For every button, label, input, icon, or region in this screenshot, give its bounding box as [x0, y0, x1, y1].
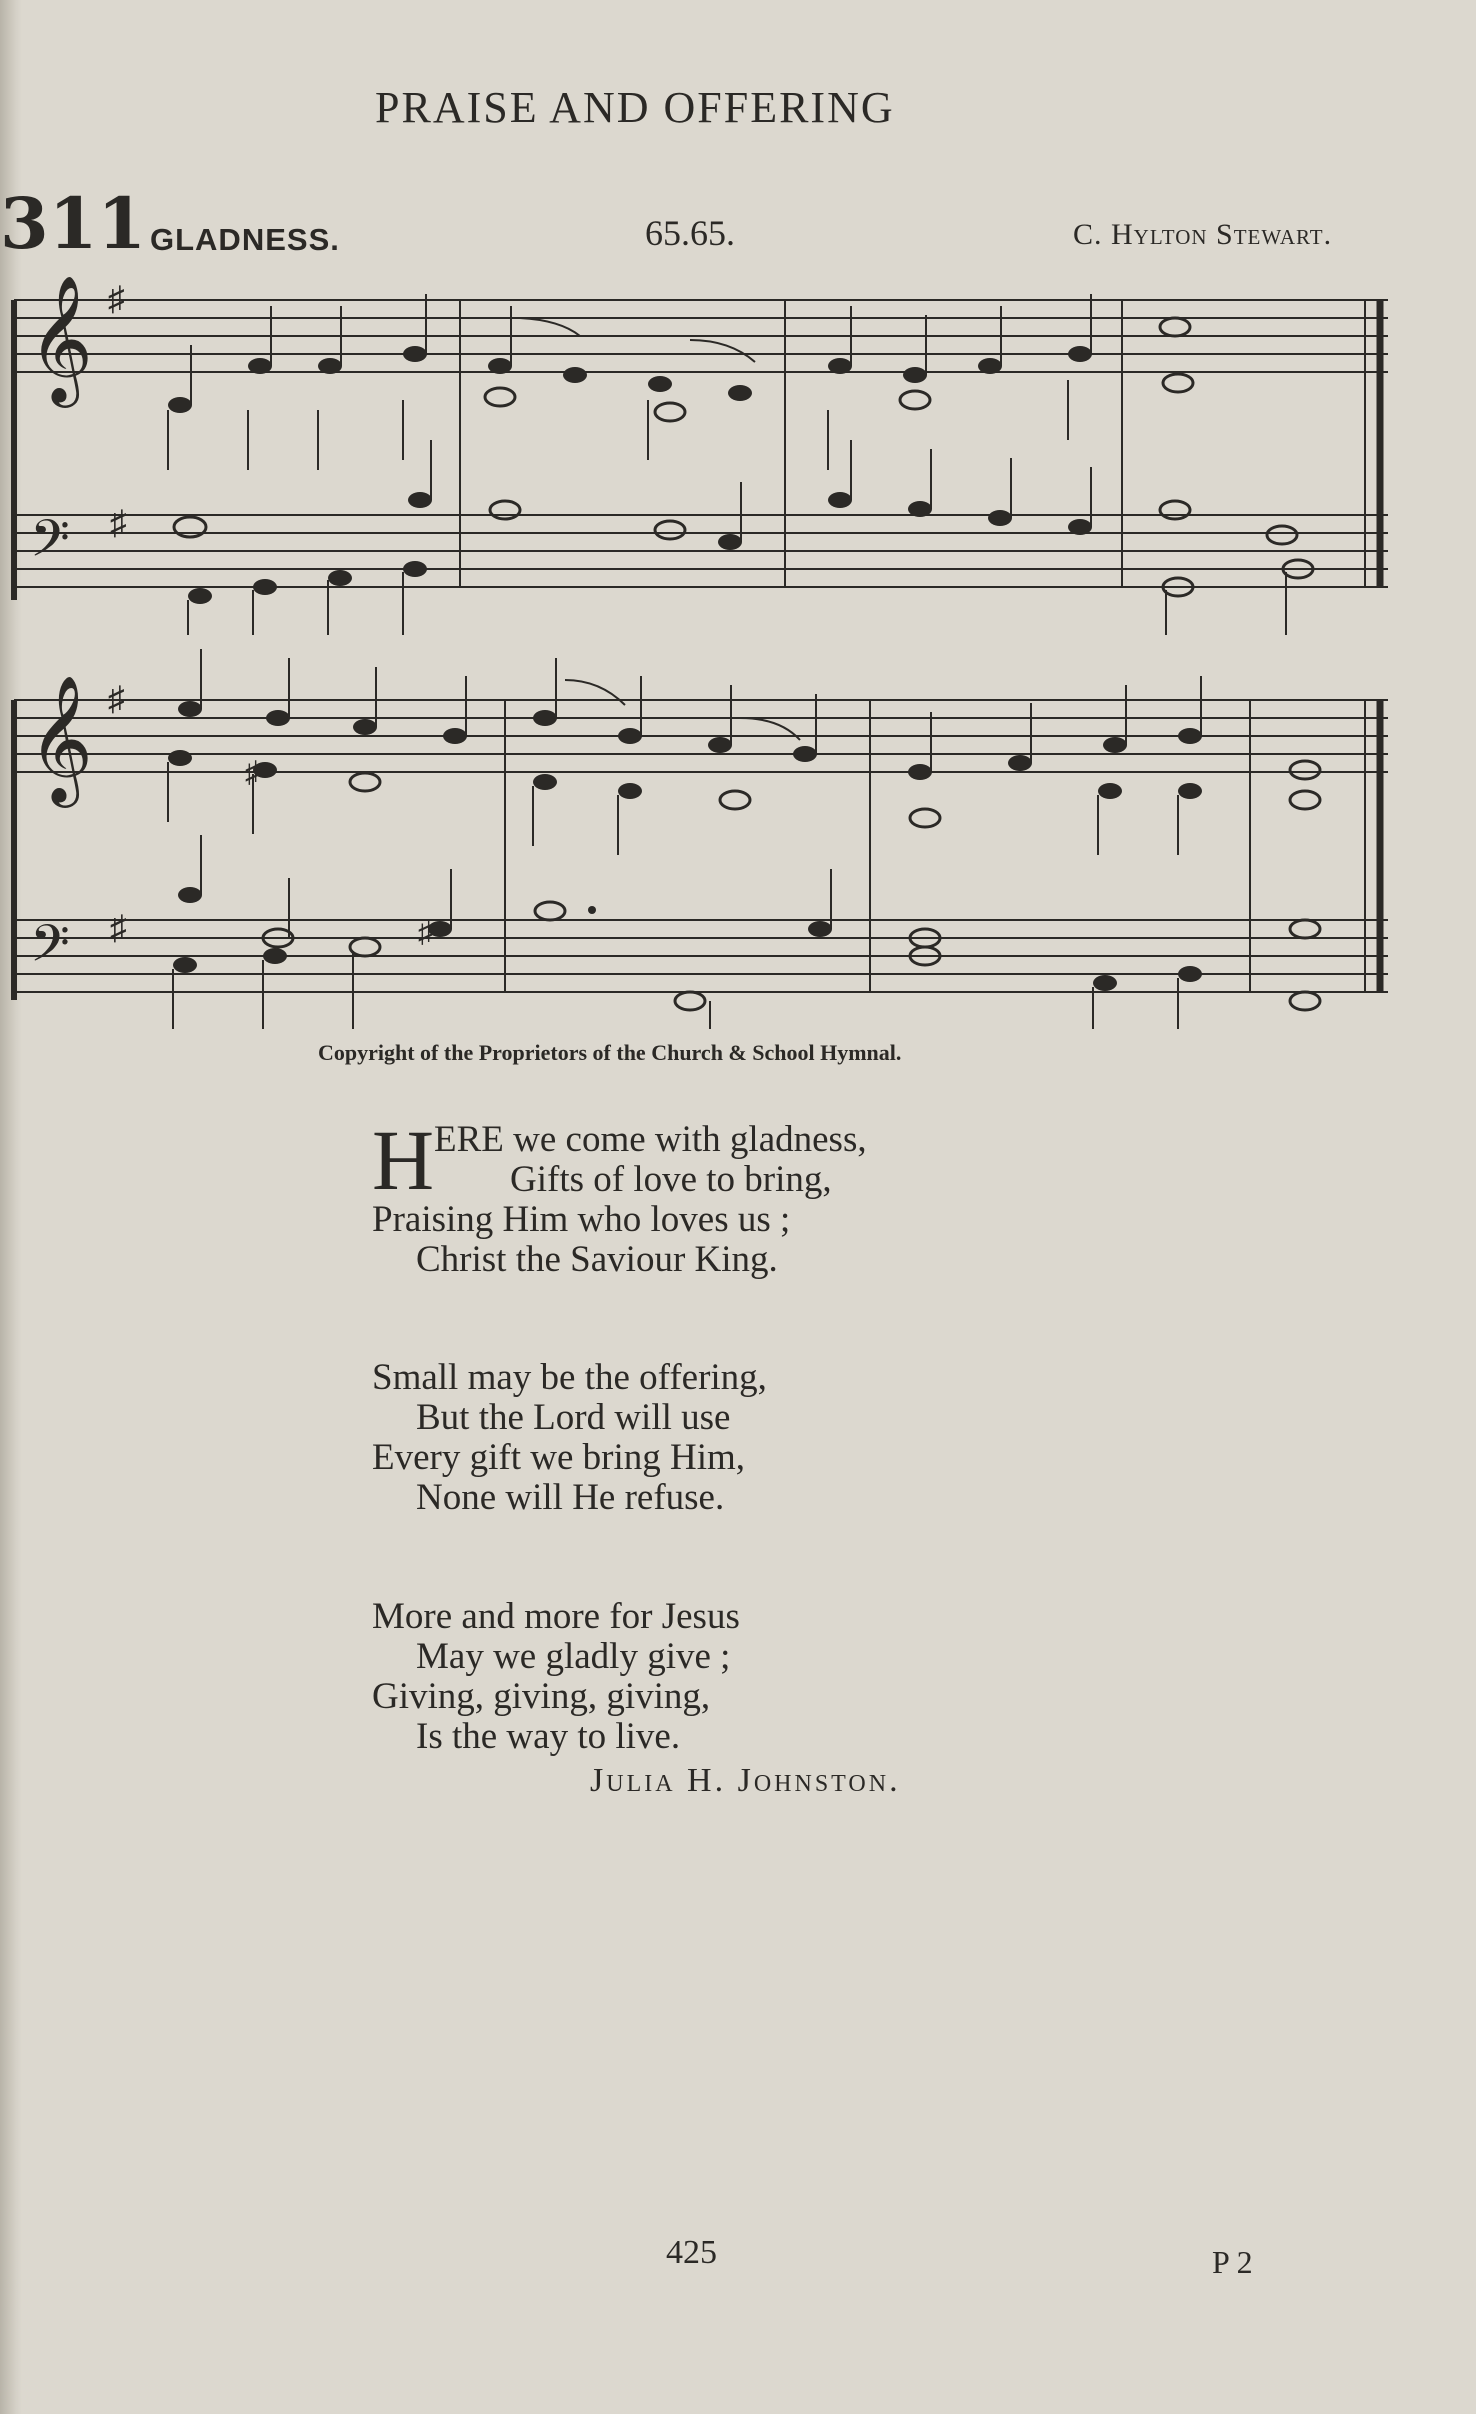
- svg-text:𝄞: 𝄞: [28, 274, 94, 402]
- copyright-notice: Copyright of the Proprietors of the Church & School Hymnal.: [318, 1040, 902, 1065]
- verse-line: May we gladly give ;: [416, 1636, 731, 1677]
- system-1: [14, 274, 1388, 635]
- signature-mark: P 2: [1212, 2244, 1253, 2280]
- svg-text:𝄢: 𝄢: [30, 913, 70, 986]
- svg-text:♯: ♯: [108, 281, 125, 318]
- running-head: PRAISE AND OFFERING: [375, 83, 895, 132]
- drop-cap: H: [372, 1112, 435, 1208]
- verse-1-first-lines: [372, 1112, 867, 1208]
- svg-text:♯: ♯: [108, 681, 125, 718]
- verse-3: [372, 1597, 740, 1757]
- bass-staff-1: [14, 515, 1388, 587]
- svg-text:𝄞: 𝄞: [28, 674, 94, 802]
- music-score: [0, 260, 1476, 1040]
- verse-line: Giving, giving, giving,: [372, 1676, 711, 1717]
- verse-line: ERE we come with gladness,: [434, 1119, 867, 1160]
- page-number: 425: [666, 2234, 717, 2271]
- meter: 65.65.: [645, 213, 735, 253]
- verse-1: [372, 1112, 867, 1280]
- tune-name: GLADNESS.: [150, 222, 340, 257]
- verse-line: None will He refuse.: [416, 1477, 725, 1518]
- verse-2: [372, 1358, 767, 1518]
- system-2: [14, 649, 1388, 1029]
- verse-line: Praising Him who loves us ;: [372, 1199, 791, 1240]
- svg-text:♯: ♯: [110, 505, 127, 542]
- verse-line: Every gift we bring Him,: [372, 1437, 745, 1478]
- verse-line: Is the way to live.: [416, 1716, 681, 1757]
- hymn-number: 311: [0, 182, 147, 265]
- verse-line: More and more for Jesus: [372, 1596, 740, 1637]
- svg-text:𝄢: 𝄢: [30, 508, 70, 581]
- svg-text:♯: ♯: [418, 916, 433, 949]
- svg-text:♯: ♯: [245, 756, 260, 789]
- verse-line: Christ the Saviour King.: [416, 1239, 778, 1280]
- svg-text:♯: ♯: [110, 910, 127, 947]
- author: Julia H. Johnston.: [590, 1762, 901, 1799]
- verse-line: Gifts of love to bring,: [510, 1159, 832, 1200]
- verse-line: But the Lord will use: [416, 1397, 731, 1438]
- composer: C. Hylton Stewart.: [1073, 218, 1333, 251]
- bass-staff-2: [14, 920, 1388, 992]
- verse-line: Small may be the offering,: [372, 1357, 767, 1398]
